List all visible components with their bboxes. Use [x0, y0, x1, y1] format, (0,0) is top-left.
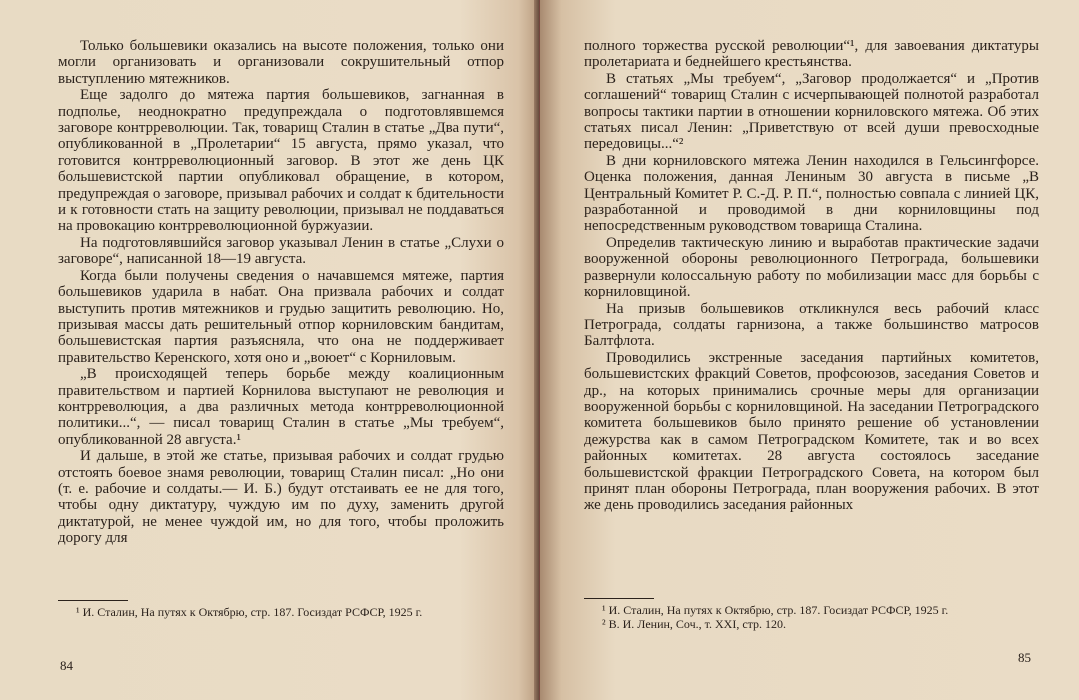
footnotes	[584, 598, 1034, 631]
paragraph-continued: полного торжества русской революции“¹, для завоевания диктатуры пролетариата и беднейшего крестьянства.	[584, 38, 1039, 71]
footnote: ¹ И. Сталин, На путях к Октябрю, стр. 187. Госиздат РСФСР, 1925 г.	[76, 605, 423, 619]
footnotes	[58, 600, 498, 619]
paragraph: В статьях „Мы требуем“, „Заговор продолжается“ и „Против соглашений“ товарищ Сталин с исчерпывающей полнотой разработал вопросы тактики партии в отношении корниловского мятежа. Об этих статьях писал Ленин: „Приветствую от всей души превосходные передовицы...“²	[584, 70, 1039, 153]
right-page	[540, 0, 1079, 700]
paragraph: Еще задолго до мятежа партия большевиков, загнанная в подполье, неоднократно предупреждала о подготовлявшемся заговоре контрреволюции. Так, товарищ Сталин в статье „Два пути“, опубликованной в „Пролетарии“ 15 августа, прямо указал, что готовится контрреволюционный заговор. В этот же день ЦК большевистской партии опубликовал обращение, в котором, предупреждая о заговоре, призывал рабочих и солдат к бдительности и к готовности стать на защиту революции, призывал не поддаваться на провокацию контрреволюционной буржуазии.	[58, 87, 504, 235]
paragraph: На подготовлявшийся заговор указывал Ленин в статье „Слухи о заговоре“, написанной 18—19 августа.	[58, 234, 504, 268]
paragraph: И дальше, в этой же статье, призывая рабочих и солдат грудью отстоять боевое знамя революции, товарищ Сталин писал: „Но они (т. е. рабочие и солдаты.— И. Б.) будут отстаивать ее не для того, чтобы одну диктатуру, чуждую им по духу, заменить другой диктатурой, не менее чуждой им, но для того, чтобы проложить дорогу для	[58, 448, 504, 547]
footnote-rule	[584, 598, 654, 599]
paragraph: Только большевики оказались на высоте положения, только они могли организовать и организовали сокрушительный отпор выступлению мятежников.	[58, 38, 504, 87]
paragraph: „В происходящей теперь борьбе между коалиционным правительством и партией Корнилова выступают не революция и контрреволюция, а два различных метода контрреволюционной политики...“, — писал товарищ Сталин в статье „Мы требуем“, опубликованной 28 августа.¹	[58, 366, 504, 448]
paragraph: В дни корниловского мятежа Ленин находился в Гельсингфорсе. Оценка положения, данная Лениным 30 августа в письме „В Центральный Комитет Р. С.-Д. Р. П.“, полностью совпала с линией ЦК, разработанной и проводимой в дни корниловщины под непосредственным руководством товарища Сталина.	[584, 152, 1039, 235]
paragraph: Проводились экстренные заседания партийных комитетов, большевистских фракций Советов, профсоюзов, заседания Советов и др., на которых принимались срочные меры для организации вооруженной борьбы с корниловщиной. На заседании Петроградского комитета большевиков было принято решение об установлении дежурства как в самом Петроградском Комитете, так и во всех районных комитетах. 28 августа состоялось заседание большевистской фракции Петроградского Совета, на котором был принят план обороны Петрограда, план вооружения рабочих. В этот же день проводились заседания районных	[584, 349, 1039, 514]
paragraph: Определив тактическую линию и выработав практические задачи вооруженной обороны революционного Петрограда, большевики развернули колоссальную работу по мобилизации масс для борьбы с корниловщиной.	[584, 234, 1039, 301]
footnote: ¹ И. Сталин, На путях к Октябрю, стр. 187. Госиздат РСФСР, 1925 г.	[602, 603, 949, 617]
page-number: 85	[1018, 650, 1031, 665]
footnote-rule	[58, 600, 128, 601]
page-number: 84	[60, 658, 73, 673]
paragraph: На призыв большевиков откликнулся весь рабочий класс Петрограда, солдаты гарнизона, а также большинство матросов Балтфлота.	[584, 300, 1039, 350]
footnote: ² В. И. Ленин, Соч., т. XXI, стр. 120.	[602, 617, 787, 631]
paragraph: Когда были получены сведения о начавшемся мятеже, партия большевиков ударила в набат. Она призвала рабочих и солдат выступить против мятежников и грудью защитить революцию. Но, призывая массы дать решительный отпор корниловским бандитам, большевистская партия разъясняла, что она не поддерживает правительство Керенского, хотя оно и „воюет“ с Корниловым.	[58, 267, 504, 366]
